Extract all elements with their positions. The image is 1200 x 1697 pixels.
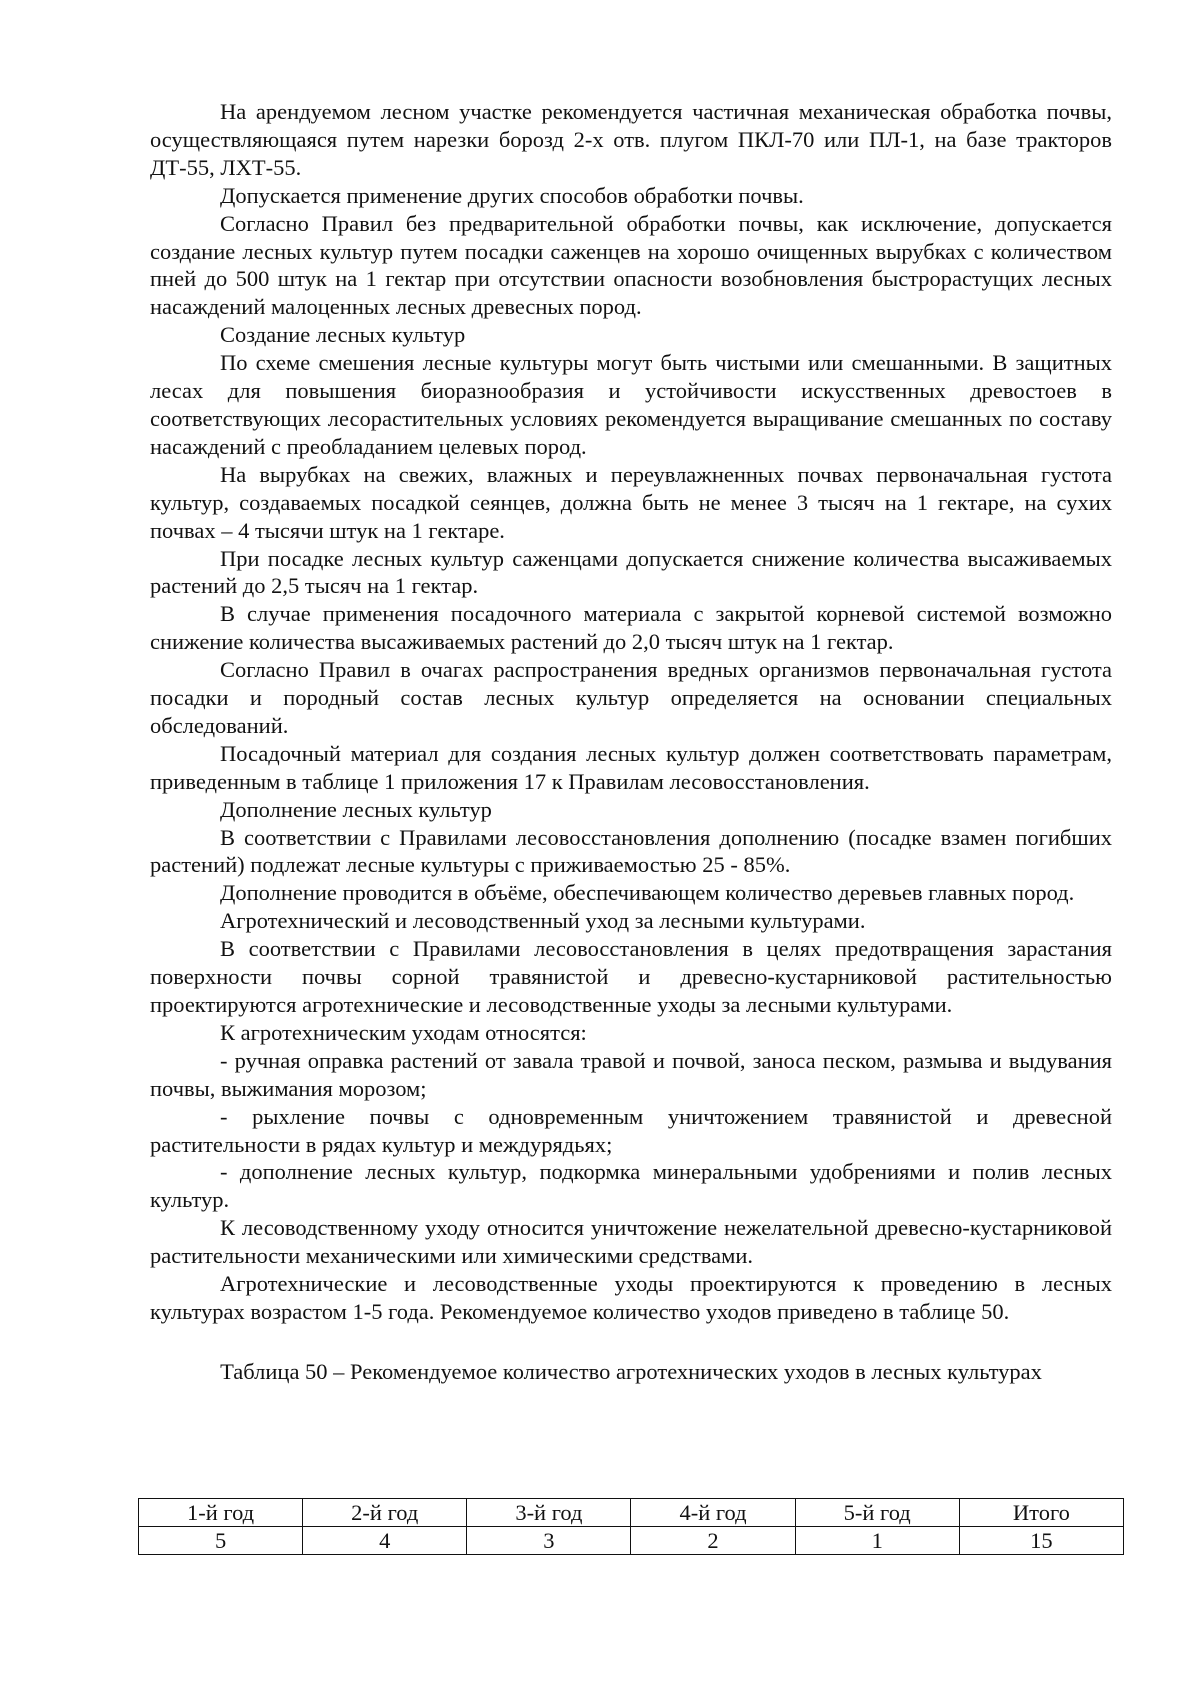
header-year-5: 5-й год [795,1499,959,1527]
value-year-4: 2 [631,1527,795,1555]
paragraph-no-pretreatment: Согласно Правил без предварительной обработки почвы, как исключение, допускается создание лесных культур путем посадки саженцев на хорошо очищенных вырубках с количеством пней до 500 штук на 1 гектар при отсутствии опасности возобновления быстрорастущих лесных насаждений малоценных лесных древесных пород. [150,210,1112,320]
paragraph-initial-density: На вырубках на свежих, влажных и переувлажненных почвах первоначальная густота культур, создаваемых посадкой сеянцев, должна быть не менее 3 тысяч на 1 гектаре, на сухих почвах – 4 тысячи штук на 1 гектаре. [150,461,1112,543]
header-year-1: 1-й год [139,1499,303,1527]
paragraph-mixing-scheme: По схеме смешения лесные культуры могут быть чистыми или смешанными. В защитных лесах для повышения биоразнообразия и устойчивости искусственных древостоев в соответствующих лесорастительных условиях рекомендуется выращивание смешанных по составу насаждений с преобладанием целевых пород. [150,350,1112,459]
list-item-supplement-feeding: - дополнение лесных культур, подкормка минеральными удобрениями и полив лесных культур. [150,1159,1112,1213]
paragraph-survival-rate: В соответствии с Правилами лесовосстановления дополнению (посадке взамен погибших растений) подлежат лесные культуры с приживаемостью 25 - 85%. [150,824,1112,878]
paragraph-other-methods: Допускается применение других способов обработки почвы. [220,182,804,208]
header-total: Итого [959,1499,1123,1527]
paragraph-agro-care-list: К агротехническим уходам относятся: [220,1019,587,1045]
paragraph-care-age: Агротехнические и лесоводственные уходы проектируются к проведению в лесных культурах возрастом 1-5 года. Рекомендуемое количество уходов приведено в таблице 50. [150,1271,1112,1324]
paragraph-pest-foci: Согласно Правил в очагах распространения вредных организмов первоначальная густота посадки и породный состав лесных культур определяется на основании специальных обследований. [150,657,1112,738]
heading-care: Агротехнический и лесоводственный уход за лесными культурами. [220,908,866,934]
value-year-1: 5 [139,1527,303,1555]
document-body [150,98,1112,1386]
value-year-5: 1 [795,1527,959,1555]
list-item-manual-straightening: - ручная оправка растений от завала травой и почвой, заноса песком, размыва и выдувания почвы, выжимания морозом; [150,1047,1112,1101]
header-year-2: 2-й год [303,1499,467,1527]
heading-supplementation: Дополнение лесных культур [220,796,492,822]
paragraph-planting-material: Посадочный материал для создания лесных культур должен соответствовать параметрам, приведенным в таблице 1 приложения 17 к Правилам лесовосстановления. [150,740,1112,794]
list-item-loosening: - рыхление почвы с одновременным уничтожением травянистой и древесной растительности в рядах культур и междурядьях; [150,1103,1112,1157]
paragraph-care-purpose: В соответствии с Правилами лесовосстановления в целях предотвращения зарастания поверхности почвы сорной травянистой и древесно-кустарниковой растительностью проектируются агротехнические и лесоводственные уходы за лесными культурами. [150,936,1112,1017]
value-year-2: 4 [303,1527,467,1555]
heading-creation: Создание лесных культур [220,322,466,348]
paragraph-silvicultural-care: К лесоводственному уходу относится уничтожение нежелательной древесно-кустарниковой растительности механическими или химическими средствами. [150,1215,1112,1269]
paragraph-soil-treatment: На арендуемом лесном участке рекомендуется частичная механическая обработка почвы, осуществляющаяся путем нарезки борозд 2-х отв. плугом ПКЛ-70 или ПЛ-1, на базе тракторов ДТ-55, ЛХТ-55. [150,99,1112,180]
header-year-4: 4-й год [631,1499,795,1527]
value-total: 15 [959,1527,1123,1555]
care-count-table [138,1498,1124,1555]
header-year-3: 3-й год [467,1499,631,1527]
table-caption: Таблица 50 – Рекомендуемое количество агротехнических уходов в лесных культурах [220,1358,1042,1384]
table-row [139,1527,1124,1555]
table-header-row [139,1499,1124,1527]
paragraph-closed-root: В случае применения посадочного материала с закрытой корневой системой возможно снижение количества высаживаемых растений до 2,0 тысяч штук на 1 гектар. [150,601,1112,655]
value-year-3: 3 [467,1527,631,1555]
paragraph-volume: Дополнение проводится в объёме, обеспечивающем количество деревьев главных пород. [220,880,1075,906]
care-table-container [138,1498,1124,1555]
paragraph-saplings: При посадке лесных культур саженцами допускается снижение количества высаживаемых растений до 2,5 тысяч на 1 гектар. [150,545,1112,599]
